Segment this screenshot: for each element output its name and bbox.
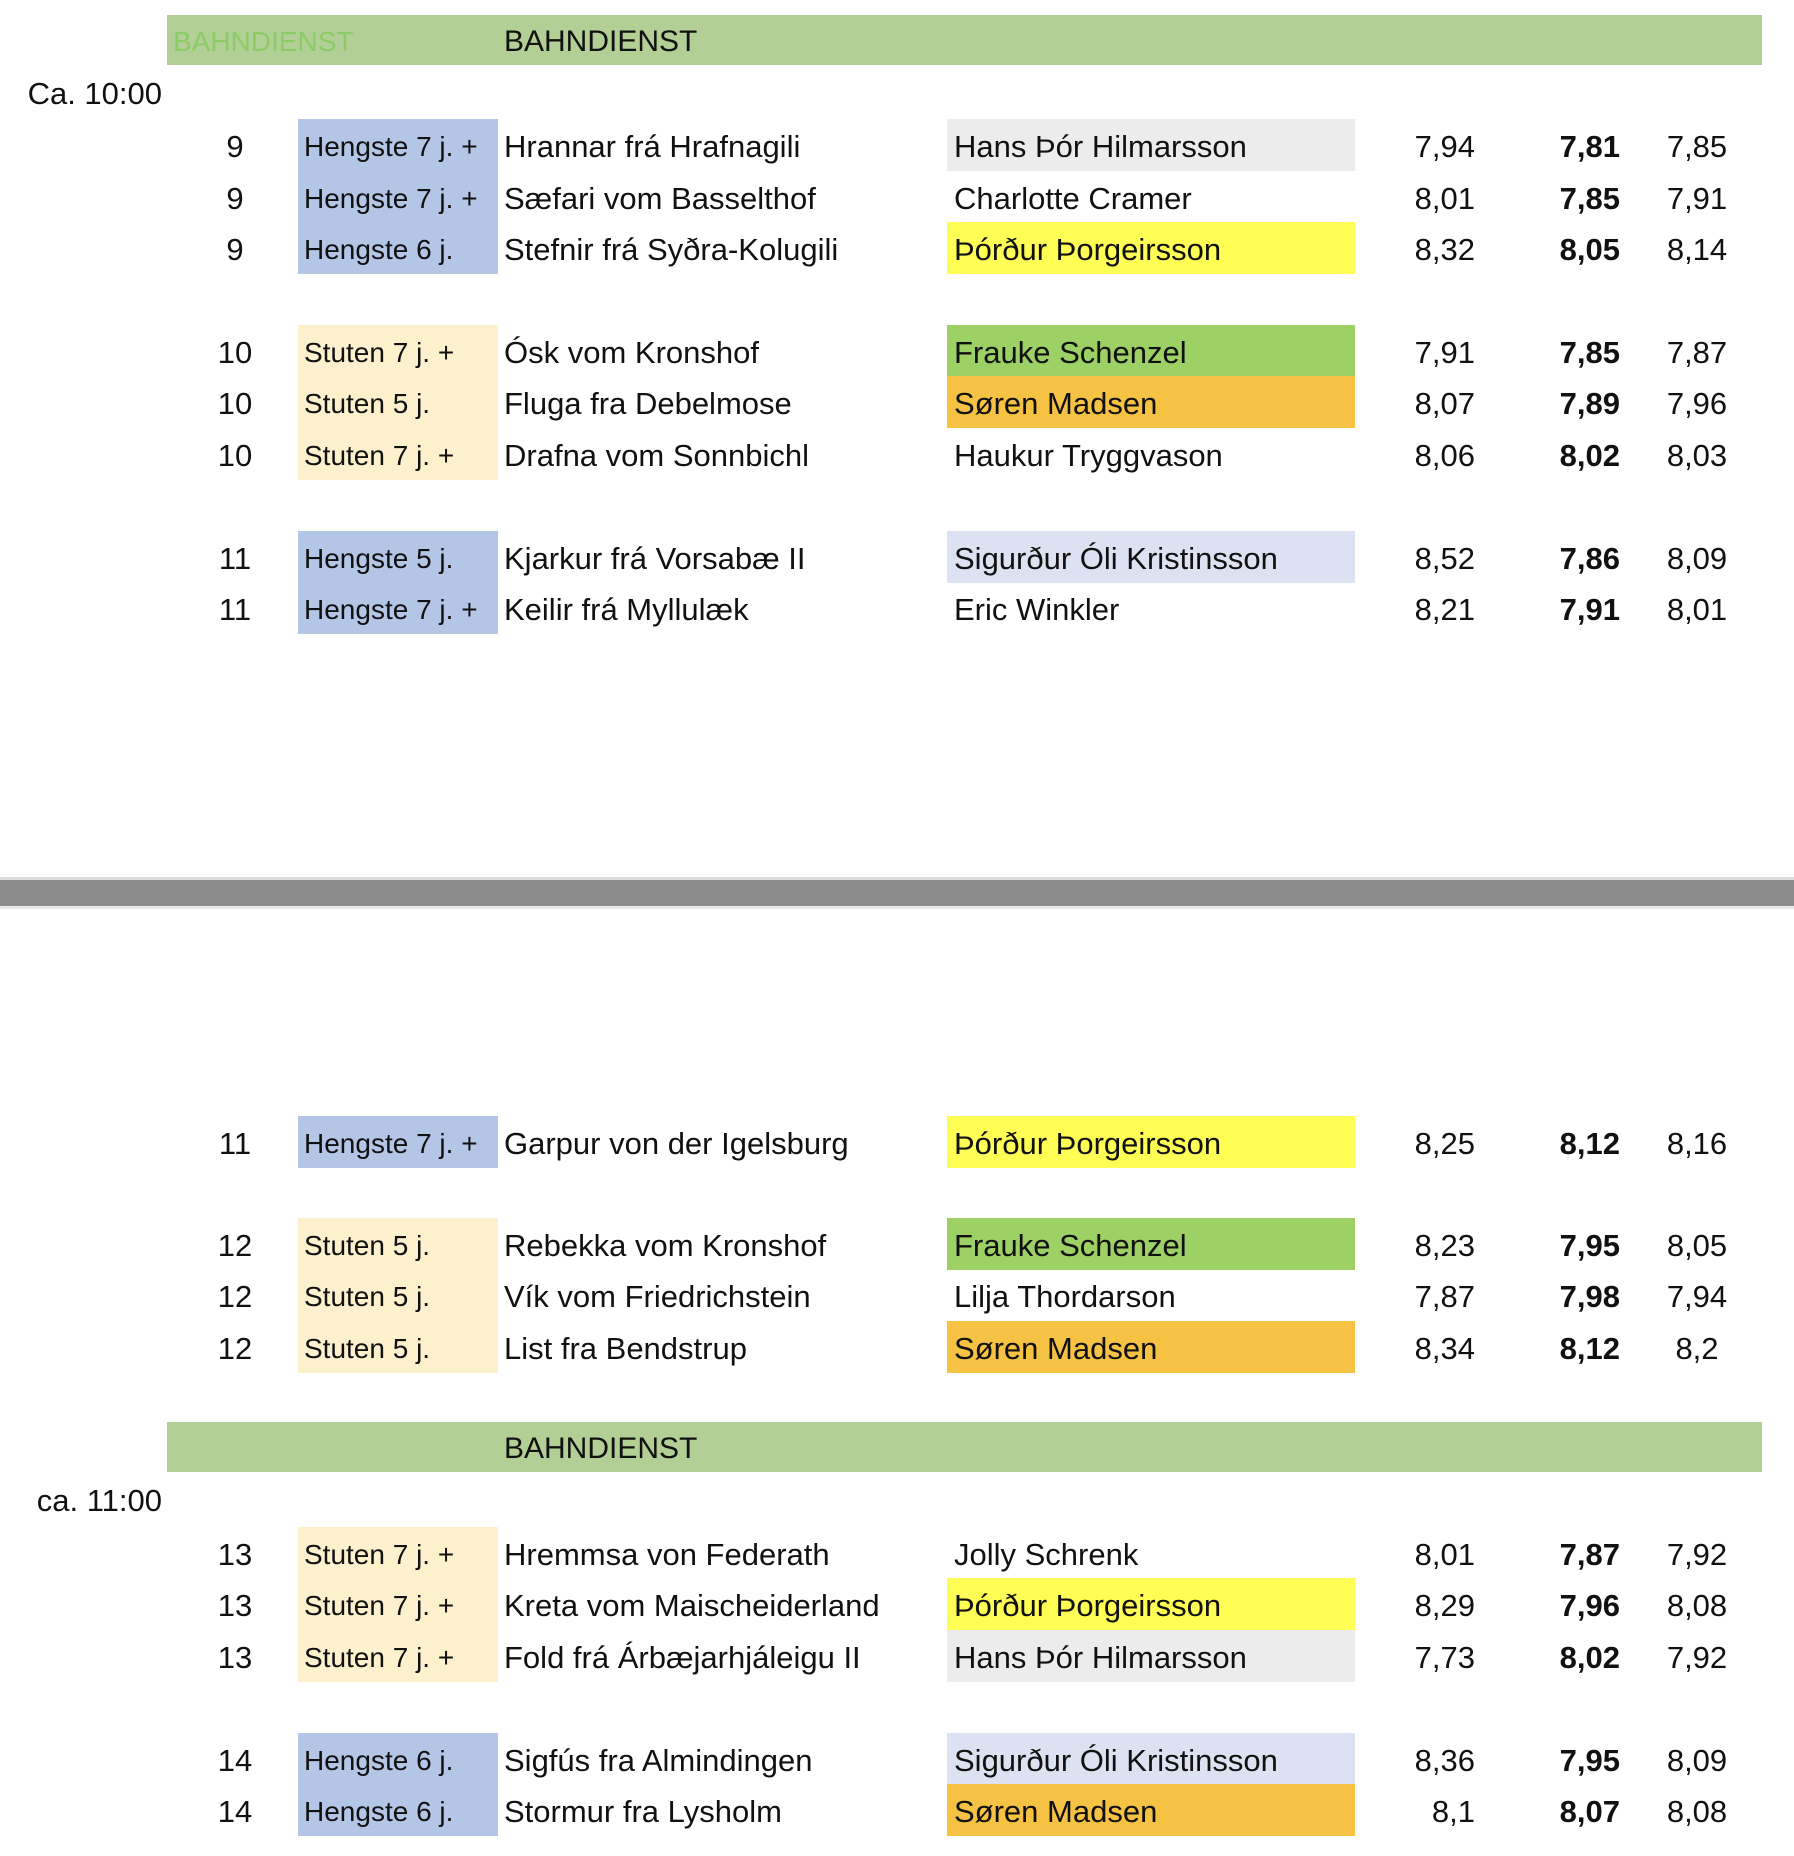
score-3: 7,87 — [1666, 335, 1728, 370]
score-1: 8,29 — [1414, 1588, 1475, 1623]
horse-name: Kjarkur frá Vorsabæ II — [504, 541, 806, 576]
start-group-number: 13 — [217, 1640, 253, 1675]
start-group-number: 12 — [217, 1279, 253, 1314]
start-group-number: 10 — [217, 335, 253, 370]
horse-name: Stormur fra Lysholm — [504, 1794, 782, 1829]
horse-name: Ósk vom Kronshof — [504, 335, 759, 370]
score-2: 7,85 — [1559, 335, 1620, 370]
start-group-number: 11 — [218, 592, 252, 627]
score-3: 8,2 — [1675, 1331, 1719, 1366]
score-2: 8,07 — [1559, 1794, 1620, 1829]
table-row — [0, 1784, 1794, 1836]
class-label: Hengste 5 j. — [298, 531, 498, 583]
rider-name: Haukur Tryggvason — [954, 438, 1223, 473]
horse-name: Hremmsa von Federath — [504, 1537, 830, 1572]
score-3: 8,05 — [1666, 1228, 1728, 1263]
start-group-number: 9 — [226, 129, 244, 164]
score-3: 7,96 — [1666, 386, 1728, 421]
start-group-number: 14 — [217, 1794, 253, 1829]
class-label: Hengste 7 j. + — [298, 582, 498, 634]
score-2: 7,89 — [1559, 386, 1620, 421]
score-3: 8,01 — [1666, 592, 1728, 627]
score-2: 7,87 — [1559, 1537, 1620, 1572]
page-break-divider — [0, 874, 1794, 912]
score-2: 8,02 — [1559, 1640, 1620, 1675]
start-group-number: 12 — [217, 1228, 253, 1263]
score-3: 8,14 — [1666, 232, 1728, 267]
horse-name: Kreta vom Maischeiderland — [504, 1588, 880, 1623]
horse-name: Sigfús fra Almindingen — [504, 1743, 813, 1778]
table-row — [0, 1630, 1794, 1682]
class-label: Stuten 7 j. + — [298, 1527, 498, 1579]
score-3: 8,16 — [1666, 1126, 1728, 1161]
score-1: 8,23 — [1414, 1228, 1475, 1263]
rider-name: Jolly Schrenk — [954, 1537, 1139, 1572]
rider-name: Søren Madsen — [947, 1784, 1355, 1836]
class-label: Hengste 6 j. — [298, 1733, 498, 1785]
horse-name: Vík vom Friedrichstein — [504, 1279, 811, 1314]
score-1: 8,07 — [1414, 386, 1475, 421]
start-group-number: 13 — [217, 1588, 253, 1623]
table-row — [0, 171, 1794, 223]
score-2: 8,05 — [1559, 232, 1620, 267]
start-group-number: 10 — [217, 438, 253, 473]
score-2: 7,95 — [1559, 1228, 1620, 1263]
score-3: 8,09 — [1666, 1743, 1728, 1778]
horse-name: Hrannar frá Hrafnagili — [504, 129, 801, 164]
score-1: 8,06 — [1414, 438, 1475, 473]
score-3: 8,03 — [1666, 438, 1728, 473]
rider-name: Søren Madsen — [947, 1321, 1355, 1373]
score-2: 7,81 — [1559, 129, 1620, 164]
rider-name: Eric Winkler — [954, 592, 1120, 627]
class-label: Hengste 7 j. + — [298, 171, 498, 223]
horse-name: Rebekka vom Kronshof — [504, 1228, 827, 1263]
class-label: Stuten 5 j. — [298, 1269, 498, 1321]
horse-name: Stefnir frá Syðra-Kolugili — [504, 232, 839, 267]
section-band-title: BAHNDIENST — [504, 1432, 698, 1465]
table-row — [0, 376, 1794, 428]
score-3: 8,08 — [1666, 1794, 1728, 1829]
table-row — [0, 582, 1794, 634]
rider-name: Hans Þór Hilmarsson — [947, 1630, 1355, 1682]
rider-name: Hans Þór Hilmarsson — [947, 119, 1355, 171]
score-1: 8,36 — [1414, 1743, 1475, 1778]
score-3: 7,94 — [1666, 1279, 1728, 1314]
score-2: 8,12 — [1559, 1126, 1620, 1161]
time-label: Ca. 10:00 — [27, 76, 162, 111]
section-band-2 — [167, 1422, 1762, 1472]
horse-name: Fold frá Árbæjarhjáleigu II — [504, 1640, 861, 1675]
table-row — [0, 1527, 1794, 1579]
rider-name: Charlotte Cramer — [954, 181, 1192, 216]
table-row — [0, 1733, 1794, 1785]
start-group-number: 10 — [217, 386, 253, 421]
score-3: 8,08 — [1666, 1588, 1728, 1623]
table-row — [0, 1578, 1794, 1630]
score-1: 7,87 — [1414, 1279, 1475, 1314]
score-1: 8,25 — [1414, 1126, 1475, 1161]
score-3: 7,92 — [1666, 1537, 1728, 1572]
score-2: 7,96 — [1559, 1588, 1620, 1623]
class-label: Stuten 5 j. — [298, 1321, 498, 1373]
table-row — [0, 222, 1794, 274]
score-1: 8,01 — [1414, 1537, 1475, 1572]
table-row — [0, 1269, 1794, 1321]
score-2: 8,02 — [1559, 438, 1620, 473]
horse-name: Keilir frá Myllulæk — [504, 592, 749, 627]
score-3: 7,85 — [1666, 129, 1728, 164]
score-1: 8,52 — [1414, 541, 1475, 576]
score-2: 7,95 — [1559, 1743, 1620, 1778]
score-1: 8,21 — [1414, 592, 1475, 627]
start-group-number: 12 — [217, 1331, 253, 1366]
score-1: 7,73 — [1414, 1640, 1475, 1675]
class-label: Stuten 7 j. + — [298, 325, 498, 377]
table-row — [0, 428, 1794, 480]
score-1: 8,1 — [1431, 1794, 1475, 1829]
score-2: 7,98 — [1559, 1279, 1620, 1314]
rider-name: Søren Madsen — [947, 376, 1355, 428]
score-1: 7,91 — [1414, 335, 1475, 370]
rider-name: Þórður Þorgeirsson — [947, 1116, 1355, 1168]
class-label: Stuten 7 j. + — [298, 428, 498, 480]
rider-name: Sigurður Óli Kristinsson — [947, 1733, 1355, 1785]
rider-name: Lilja Thordarson — [954, 1279, 1176, 1314]
score-1: 8,01 — [1414, 181, 1475, 216]
horse-name: Garpur von der Igelsburg — [504, 1126, 849, 1161]
rider-name: Þórður Þorgeirsson — [947, 1578, 1355, 1630]
rider-name: Frauke Schenzel — [947, 1218, 1355, 1270]
table-row — [0, 1218, 1794, 1270]
score-3: 7,91 — [1666, 181, 1728, 216]
horse-name: List fra Bendstrup — [504, 1331, 747, 1366]
class-label: Hengste 7 j. + — [298, 119, 498, 171]
class-label: Stuten 7 j. + — [298, 1578, 498, 1630]
table-row — [0, 325, 1794, 377]
section-band-ghost-label: BAHNDIENST — [173, 26, 354, 57]
class-label: Hengste 6 j. — [298, 222, 498, 274]
rider-name: Frauke Schenzel — [947, 325, 1355, 377]
class-label: Hengste 6 j. — [298, 1784, 498, 1836]
score-2: 7,86 — [1559, 541, 1620, 576]
score-1: 8,32 — [1414, 232, 1475, 267]
time-label: ca. 11:00 — [36, 1483, 162, 1518]
horse-name: Drafna vom Sonnbichl — [504, 438, 809, 473]
start-group-number: 9 — [226, 181, 244, 216]
table-row — [0, 531, 1794, 583]
score-3: 7,92 — [1666, 1640, 1728, 1675]
start-group-number: 11 — [218, 1126, 252, 1161]
class-label: Hengste 7 j. + — [298, 1116, 498, 1168]
start-group-number: 13 — [217, 1537, 253, 1572]
table-row — [0, 119, 1794, 171]
score-1: 8,34 — [1414, 1331, 1475, 1366]
class-label: Stuten 5 j. — [298, 376, 498, 428]
horse-name: Sæfari vom Basselthof — [504, 181, 816, 216]
score-3: 8,09 — [1666, 541, 1728, 576]
start-group-number: 14 — [217, 1743, 253, 1778]
start-group-number: 11 — [218, 541, 252, 576]
start-group-number: 9 — [226, 232, 244, 267]
class-label: Stuten 7 j. + — [298, 1630, 498, 1682]
class-label: Stuten 5 j. — [298, 1218, 498, 1270]
table-row — [0, 1321, 1794, 1373]
score-2: 8,12 — [1559, 1331, 1620, 1366]
section-band-1 — [167, 15, 1762, 65]
score-2: 7,85 — [1559, 181, 1620, 216]
table-row — [0, 1116, 1794, 1168]
score-1: 7,94 — [1414, 129, 1475, 164]
score-2: 7,91 — [1559, 592, 1620, 627]
rider-name: Þórður Þorgeirsson — [947, 222, 1355, 274]
section-band-title: BAHNDIENST — [504, 25, 698, 58]
horse-name: Fluga fra Debelmose — [504, 386, 792, 421]
rider-name: Sigurður Óli Kristinsson — [947, 531, 1355, 583]
